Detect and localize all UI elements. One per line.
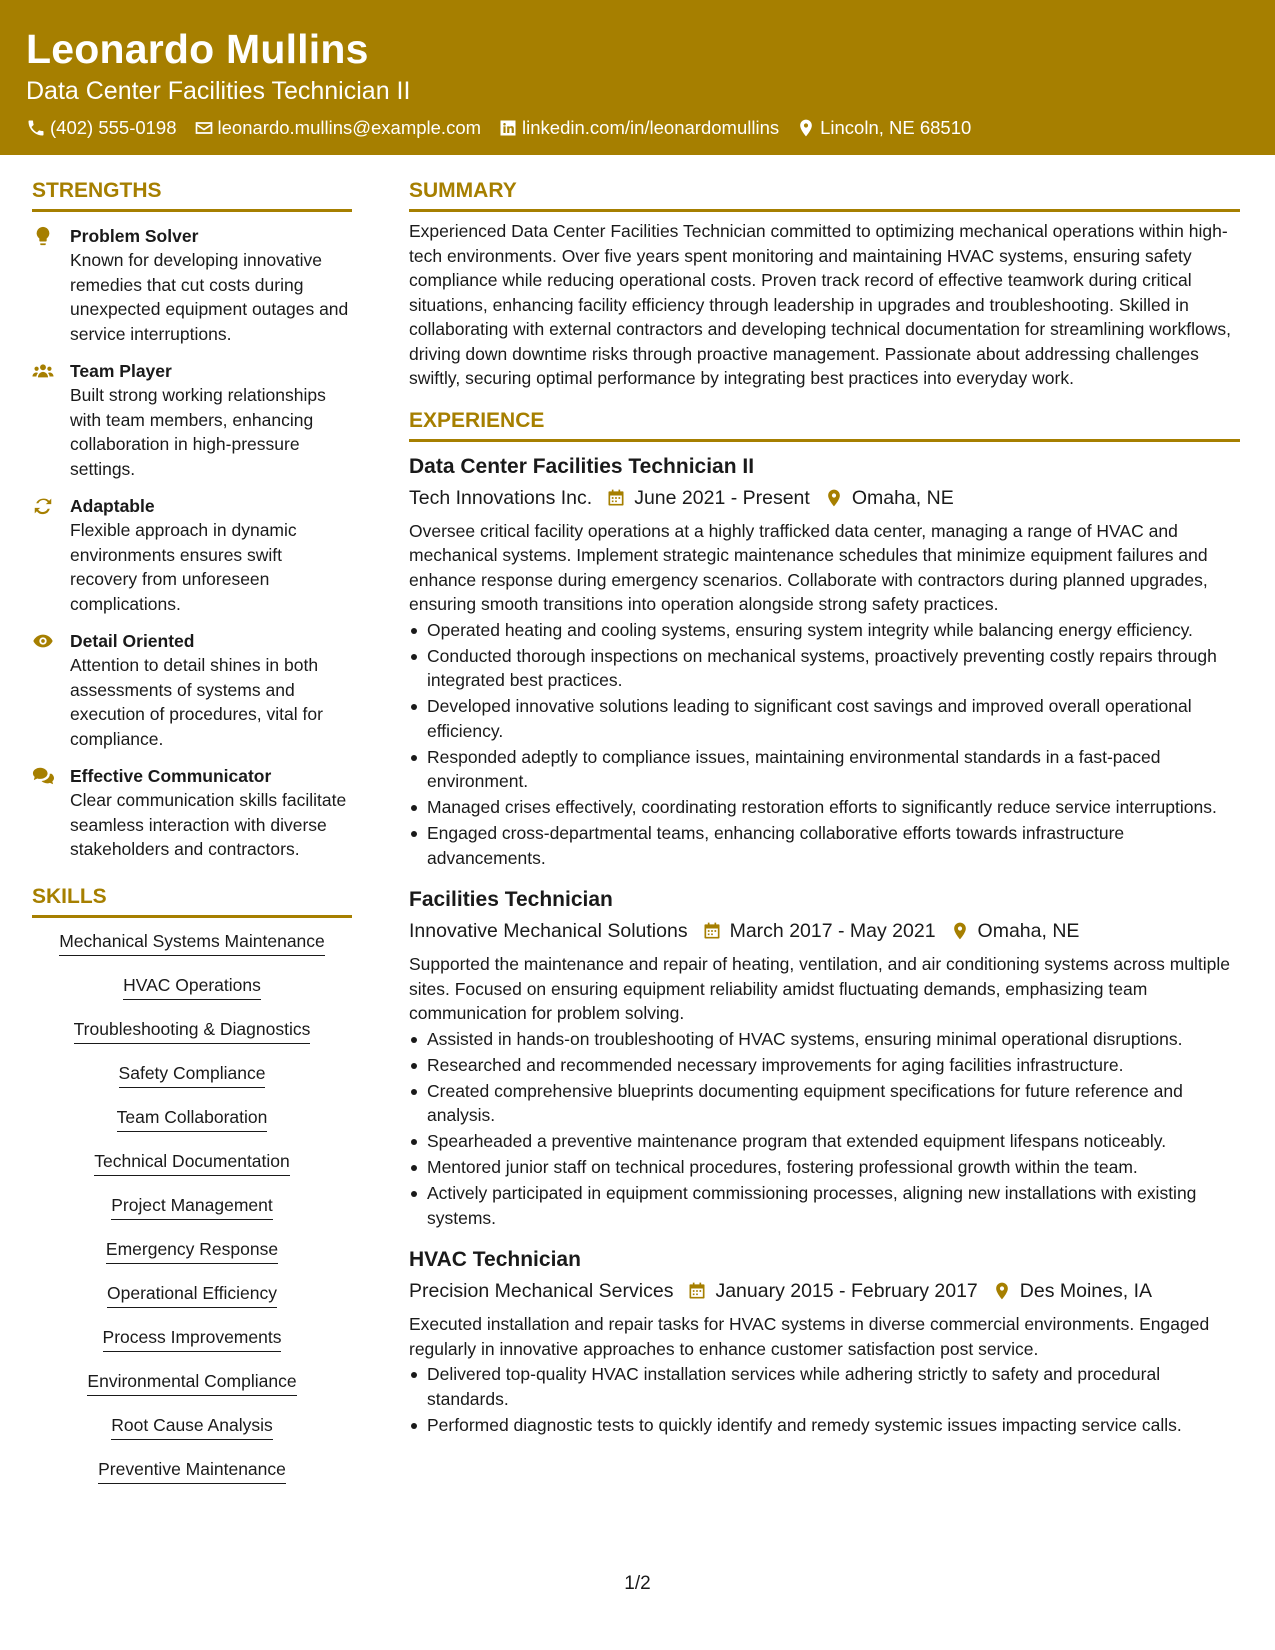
contact-phone-text: (402) 555-0198 bbox=[50, 117, 177, 138]
job-bullets bbox=[409, 1027, 1240, 1231]
job-bullet: Responded adeptly to compliance issues, maintaining environmental standards in a fast-paced environment. bbox=[409, 745, 1240, 794]
contact-location-text: Lincoln, NE 68510 bbox=[820, 117, 972, 138]
skill-tag: Emergency Response bbox=[106, 1238, 278, 1264]
job-bullet: Managed crises effectively, coordinating restoration efforts to significantly reduce service interruptions. bbox=[409, 795, 1240, 820]
job-bullet: Operated heating and cooling systems, ensuring system integrity while balancing energy efficiency. bbox=[409, 618, 1240, 643]
job-bullets bbox=[409, 618, 1240, 871]
users-icon bbox=[32, 360, 54, 382]
job-description: Supported the maintenance and repair of heating, ventilation, and air conditioning systems across multiple sites. Focused on ensuring equipment reliability amidst fluctuating demands, emphasizing team communication for problem solving. bbox=[409, 954, 1231, 1023]
lightbulb-icon bbox=[32, 225, 54, 247]
calendar-icon bbox=[606, 488, 626, 508]
left-column bbox=[32, 176, 352, 1502]
skill-tag: Operational Efficiency bbox=[107, 1282, 277, 1308]
strength-item bbox=[32, 224, 352, 346]
job-location: Omaha, NE bbox=[851, 486, 954, 509]
job-dates: March 2017 - May 2021 bbox=[729, 920, 936, 942]
job-location: Des Moines, IA bbox=[1019, 1280, 1152, 1302]
skill-tag: Environmental Compliance bbox=[87, 1370, 296, 1396]
calendar-icon bbox=[687, 1281, 707, 1301]
eye-icon bbox=[32, 630, 54, 652]
strength-desc: Flexible approach in dynamic environments ensures swift recovery from unforeseen complications. bbox=[70, 520, 297, 614]
contact-linkedin-text: linkedin.com/in/leonardomullins bbox=[522, 117, 780, 138]
job-bullet: Mentored junior staff on technical procedures, fostering professional growth within the team. bbox=[409, 1155, 1240, 1180]
job-bullet: Performed diagnostic tests to quickly identify and remedy systemic issues impacting service calls. bbox=[409, 1413, 1240, 1438]
page-number: 1/2 bbox=[624, 1573, 651, 1594]
candidate-title: Data Center Facilities Technician II bbox=[26, 77, 411, 105]
envelope-icon bbox=[194, 118, 214, 138]
job-title: Facilities Technician bbox=[409, 888, 613, 911]
summary-heading: SUMMARY bbox=[409, 176, 1240, 212]
job-company: Precision Mechanical Services bbox=[409, 1280, 674, 1302]
strength-item bbox=[32, 494, 352, 616]
strengths-heading: STRENGTHS bbox=[32, 176, 352, 212]
job-entry bbox=[409, 886, 1240, 1230]
contact-linkedin[interactable] bbox=[498, 116, 779, 140]
strengths-list bbox=[32, 224, 352, 862]
job-dates: June 2021 - Present bbox=[634, 486, 810, 509]
map-marker-icon bbox=[824, 488, 844, 508]
contact-email-text: leonardo.mullins@example.com bbox=[217, 117, 482, 138]
job-description: Executed installation and repair tasks for HVAC systems in diverse commercial environments. Engaged regularly in innovative approaches to enhance customer satisfaction post service. bbox=[409, 1314, 1210, 1359]
right-column bbox=[409, 176, 1240, 1439]
strength-desc: Built strong working relationships with team members, enhancing collaboration in high-pressure settings. bbox=[70, 385, 326, 479]
skills-heading: SKILLS bbox=[32, 882, 352, 918]
experience-heading: EXPERIENCE bbox=[409, 406, 1240, 442]
summary-text: Experienced Data Center Facilities Technician committed to optimizing mechanical operations within high-tech environments. Over five years spent monitoring and maintaining HVAC systems, ensuring safety compliance while reducing operational costs. Proven track record of effective teamwork during critical situations, enhancing facility efficiency through leadership in upgrades and troubleshooting. Skilled in collaborating with external contractors and developing technical documentation for streamlining workflows, driving down downtime risks through proactive management. Passionate about addressing challenges swiftly, securing optimal performance by integrating best practices into everyday work. bbox=[409, 221, 1231, 388]
job-location: Omaha, NE bbox=[977, 920, 1080, 942]
contact-email[interactable] bbox=[194, 116, 482, 140]
job-bullet: Researched and recommended necessary improvements for aging facilities infrastructure. bbox=[409, 1053, 1240, 1078]
phone-icon bbox=[26, 118, 46, 138]
strength-desc: Known for developing innovative remedies that cut costs during unexpected equipment outages and service interruptions. bbox=[70, 250, 349, 344]
strength-name: Detail Oriented bbox=[70, 631, 195, 651]
job-entry bbox=[409, 1246, 1240, 1437]
job-meta bbox=[409, 484, 1240, 512]
skill-tag: Root Cause Analysis bbox=[111, 1414, 272, 1440]
job-dates: January 2015 - February 2017 bbox=[715, 1280, 978, 1302]
job-company: Innovative Mechanical Solutions bbox=[409, 920, 688, 942]
job-bullets bbox=[409, 1362, 1240, 1437]
strength-item bbox=[32, 764, 352, 862]
skills-list bbox=[32, 930, 352, 1502]
job-description: Oversee critical facility operations at a highly trafficked data center, managing a range of HVAC and mechanical systems. Implement strategic maintenance schedules that minimize equipment failures and enhance response during emergency scenarios. Collaborate with contractors during planned upgrades, ensuring smooth transitions into operation alongside strong safety practices. bbox=[409, 520, 1208, 614]
comments-icon bbox=[32, 765, 54, 787]
skill-tag: HVAC Operations bbox=[123, 974, 261, 1000]
strength-item bbox=[32, 629, 352, 751]
resume-header bbox=[0, 0, 1275, 155]
sync-icon bbox=[32, 495, 54, 517]
skill-tag: Process Improvements bbox=[103, 1326, 282, 1352]
strength-name: Adaptable bbox=[70, 496, 155, 516]
map-marker-icon bbox=[950, 921, 970, 941]
strength-desc: Attention to detail shines in both assessments of systems and execution of procedures, vital for compliance. bbox=[70, 655, 323, 749]
skill-tag: Preventive Maintenance bbox=[98, 1458, 286, 1484]
job-title: Data Center Facilities Technician II bbox=[409, 454, 755, 478]
job-bullet: Conducted thorough inspections on mechanical systems, proactively preventing costly repairs through integrated best practices. bbox=[409, 644, 1240, 693]
contact-bar bbox=[26, 116, 1249, 140]
job-bullet: Delivered top-quality HVAC installation services while adhering strictly to safety and procedural standards. bbox=[409, 1362, 1240, 1411]
strength-item bbox=[32, 359, 352, 481]
skill-tag: Safety Compliance bbox=[119, 1062, 266, 1088]
map-marker-icon bbox=[992, 1281, 1012, 1301]
job-bullet: Engaged cross-departmental teams, enhancing collaborative efforts towards infrastructure advancements. bbox=[409, 821, 1240, 870]
job-bullet: Actively participated in equipment commissioning processes, aligning new installations with existing systems. bbox=[409, 1181, 1240, 1230]
skill-tag: Mechanical Systems Maintenance bbox=[59, 930, 325, 956]
job-bullet: Assisted in hands-on troubleshooting of HVAC systems, ensuring minimal operational disruptions. bbox=[409, 1027, 1240, 1052]
strength-name: Team Player bbox=[70, 361, 172, 381]
skill-tag: Team Collaboration bbox=[117, 1106, 268, 1132]
calendar-icon bbox=[702, 921, 722, 941]
map-marker-icon bbox=[796, 118, 816, 138]
candidate-name: Leonardo Mullins bbox=[26, 26, 369, 72]
skill-tag: Project Management bbox=[111, 1194, 272, 1220]
strength-name: Effective Communicator bbox=[70, 766, 272, 786]
job-bullet: Created comprehensive blueprints documenting equipment specifications for future reference and analysis. bbox=[409, 1079, 1240, 1128]
contact-location bbox=[796, 116, 971, 140]
job-meta bbox=[409, 1277, 1240, 1305]
strength-desc: Clear communication skills facilitate seamless interaction with diverse stakeholders and contractors. bbox=[70, 790, 347, 859]
job-bullet: Developed innovative solutions leading to significant cost savings and improved overall operational efficiency. bbox=[409, 694, 1240, 743]
job-meta bbox=[409, 917, 1240, 945]
job-company: Tech Innovations Inc. bbox=[409, 486, 593, 509]
strength-name: Problem Solver bbox=[70, 226, 199, 246]
skill-tag: Troubleshooting & Diagnostics bbox=[74, 1018, 311, 1044]
job-entry bbox=[409, 453, 1240, 871]
linkedin-icon bbox=[498, 118, 518, 138]
skill-tag: Technical Documentation bbox=[94, 1150, 290, 1176]
job-bullet: Spearheaded a preventive maintenance program that extended equipment lifespans noticeably. bbox=[409, 1129, 1240, 1154]
contact-phone[interactable] bbox=[26, 116, 177, 140]
job-title: HVAC Technician bbox=[409, 1248, 581, 1271]
